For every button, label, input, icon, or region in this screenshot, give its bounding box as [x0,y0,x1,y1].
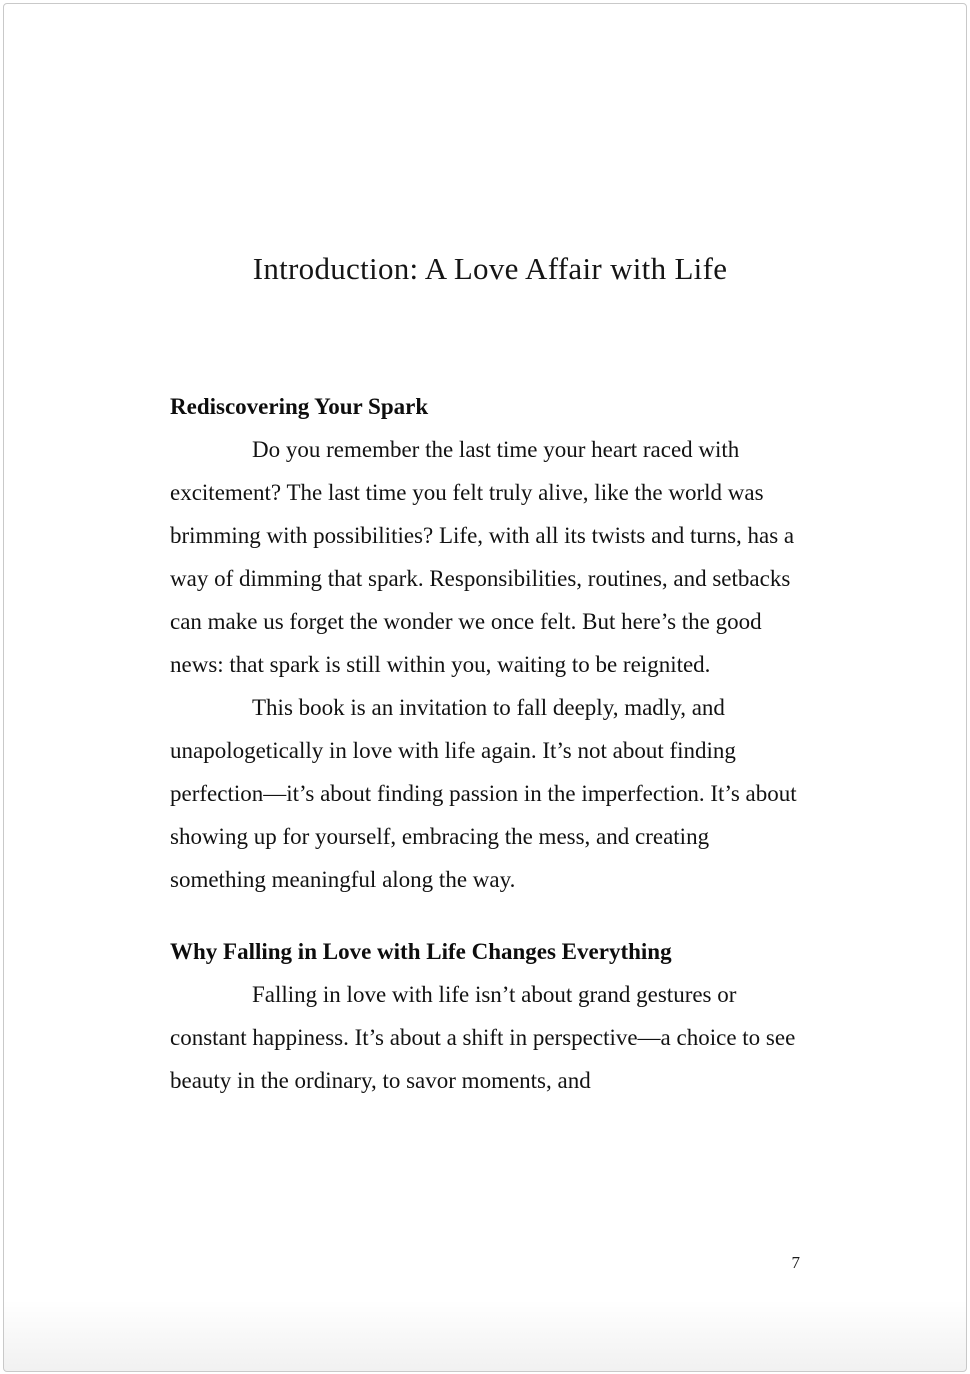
page-content [170,4,810,1102]
section-heading: Why Falling in Love with Life Changes Everything [170,939,672,964]
section-why-falling-in-love [170,930,810,1102]
book-page [3,3,967,1372]
paragraph: This book is an invitation to fall deeply, madly, and unapologetically in love with life again. It’s not about finding perfection—it’s about finding passion in the imperfection. It’s about showing up for yourself, embracing the mess, and creating something meaningful along the way. [170,695,797,892]
paragraph: Do you remember the last time your heart raced with excitement? The last time you felt truly alive, like the world was brimming with possibilities? Life, with all its twists and turns, has a way of dimming that spark. Responsibilities, routines, and setbacks can make us forget the wonder we once felt. But here’s the good news: that spark is still within you, waiting to be reignited. [170,437,795,677]
section-heading: Rediscovering Your Spark [170,394,429,419]
page-number: 7 [791,1253,800,1272]
page-title: Introduction: A Love Affair with Life [252,251,728,286]
page-bottom-fade [4,1299,966,1371]
paragraph: Falling in love with life isn’t about grand gestures or constant happiness. It’s about a shift in perspective—a choice to see beauty in the ordinary, to savor moments, and [170,982,796,1093]
section-rediscovering-your-spark [170,385,810,901]
